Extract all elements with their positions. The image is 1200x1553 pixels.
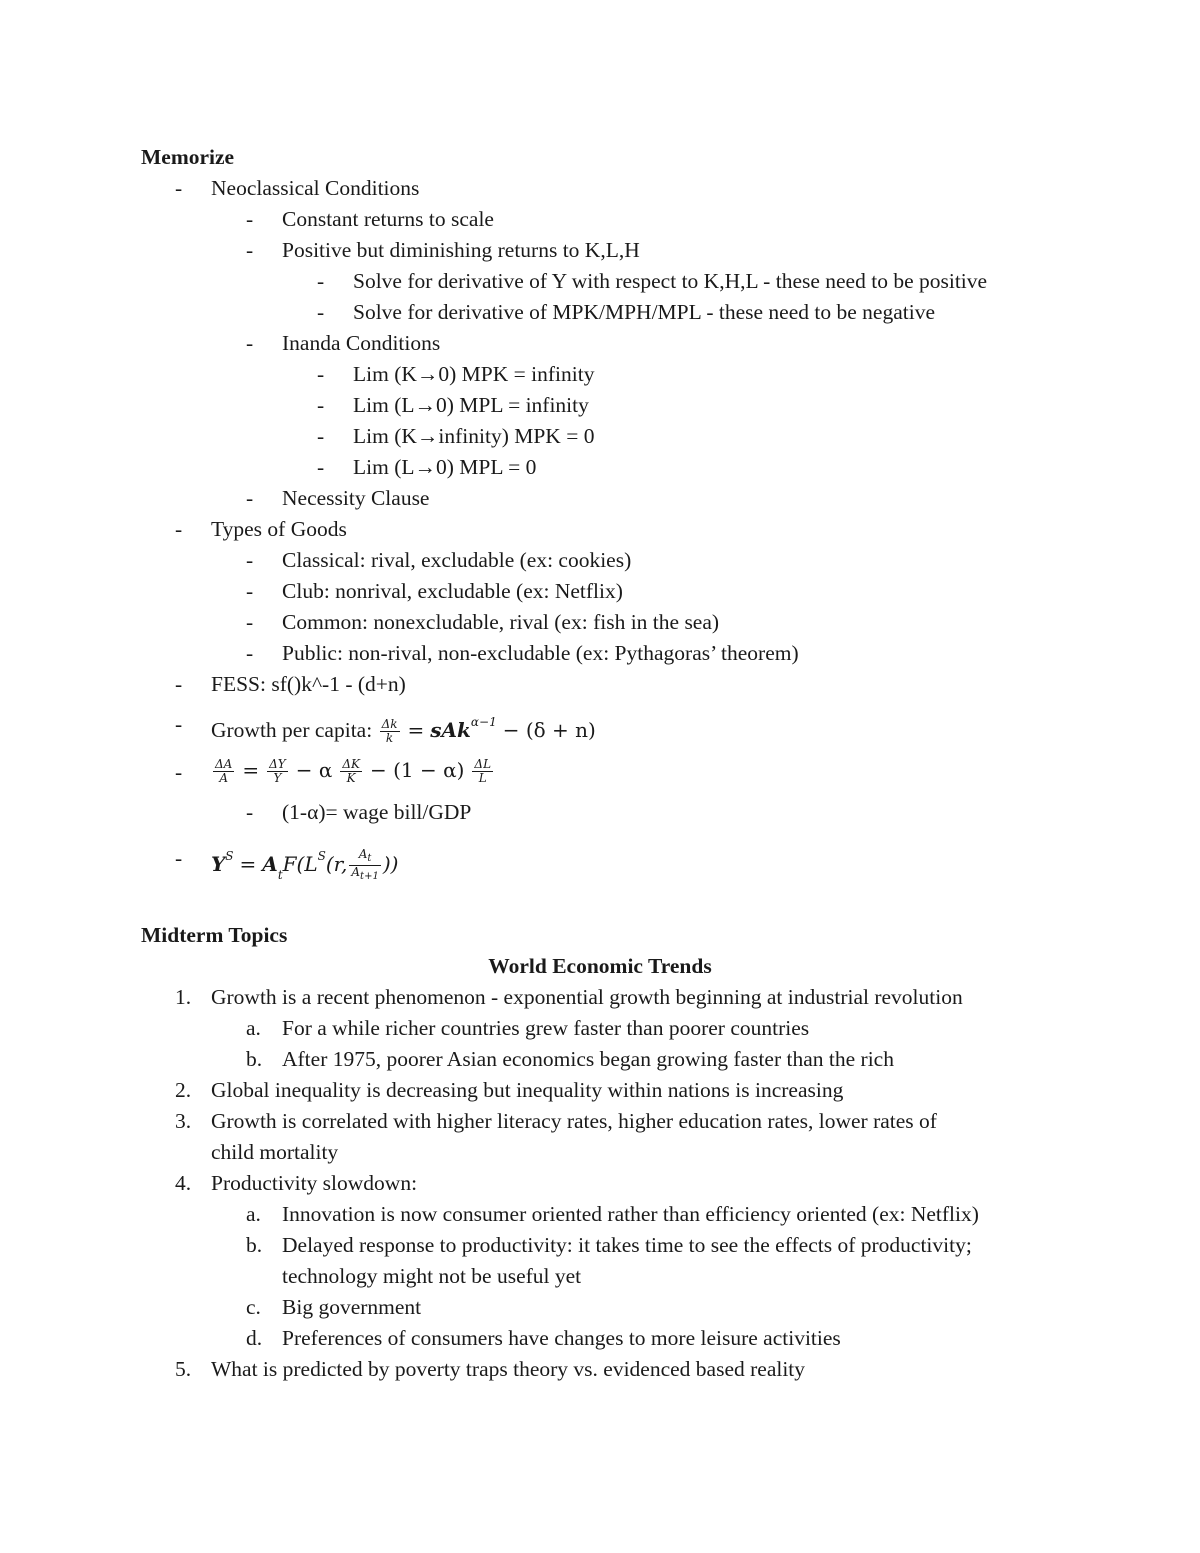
fraction: $\frac{\Delta k}{k}$ [381, 717, 398, 745]
bullet-dash: - [246, 579, 254, 603]
list-item: Solve for derivative of MPK/MPH/MPL - these need to be negative [353, 300, 935, 324]
growth-per-capita-label: Growth per capita: [211, 718, 378, 742]
bullet-dash: - [246, 486, 254, 510]
list-number: 2. [175, 1078, 192, 1102]
supply-equation: $Y^S = A_tF(L^S(r$, $\frac{A_t}{A_{t+1}}$ )) [211, 847, 399, 882]
bullet-dash: - [317, 269, 325, 293]
fraction: $\frac{\Delta A}{A}$ [215, 757, 233, 785]
list-letter: b. [246, 1047, 263, 1071]
list-item-continuation: child mortality [211, 1140, 339, 1164]
list-item: Innovation is now consumer oriented rather than efficiency oriented (ex: Netflix) [282, 1202, 979, 1226]
types-of-goods-label: Types of Goods [211, 517, 347, 541]
list-number: 3. [175, 1109, 192, 1133]
bullet-dash: - [175, 672, 183, 696]
list-item: Delayed response to productivity: it takes time to see the effects of productivity; [282, 1233, 972, 1257]
list-number: 4. [175, 1171, 192, 1195]
fraction: $\frac{A_t}{A_{t+1}}$ [351, 847, 379, 882]
growth-per-capita-formula: Growth per capita: $\frac{\Delta k}{k}$ = sAk$^{\alpha-1}$ − (δ + n) [211, 715, 596, 745]
list-item-continuation: technology might not be useful yet [282, 1264, 582, 1288]
list-item: After 1975, poorer Asian economics began growing faster than the rich [282, 1047, 894, 1071]
bullet-dash: - [317, 424, 325, 448]
list-letter: d. [246, 1326, 263, 1350]
list-item: Common: nonexcludable, rival (ex: fish in the sea) [282, 610, 720, 634]
list-item: For a while richer countries grew faster than poorer countries [282, 1016, 810, 1040]
fraction: $\frac{\Delta K}{K}$ [342, 757, 360, 785]
fess-formula: FESS: sf()k^-1 - (d+n) [211, 672, 406, 696]
constant-returns-item: Constant returns to scale [282, 207, 494, 231]
bullet-dash: - [246, 610, 254, 634]
list-item: Public: non-rival, non-excludable (ex: Pythagoras’ theorem) [282, 641, 799, 665]
list-item: Lim (K→infinity) MPK = 0 [353, 424, 595, 448]
list-item: Big government [282, 1295, 422, 1319]
fraction: $\frac{\Delta L}{L}$ [474, 757, 492, 785]
bullet-dash: - [317, 300, 325, 324]
bullet-dash: - [317, 455, 325, 479]
bullet-dash: - [246, 641, 254, 665]
bullet-dash: - [246, 331, 254, 355]
list-number: 5. [175, 1357, 192, 1381]
memorize-heading: Memorize [141, 145, 235, 169]
diminishing-returns-item: Positive but diminishing returns to K,L,H [282, 238, 640, 262]
bullet-dash: - [246, 207, 254, 231]
list-item: Lim (L→0) MPL = infinity [353, 393, 589, 417]
section-title: World Economic Trends [488, 954, 712, 978]
midterm-heading: Midterm Topics [141, 923, 288, 947]
inanda-conditions-item: Inanda Conditions [282, 331, 441, 355]
bullet-dash: - [317, 393, 325, 417]
bullet-dash: - [246, 238, 254, 262]
necessity-clause-item: Necessity Clause [282, 486, 430, 510]
list-item: Solve for derivative of Y with respect to K,H,L - these need to be positive [353, 269, 988, 293]
list-item: Preferences of consumers have changes to more leisure activities [282, 1326, 841, 1350]
bullet-dash: - [246, 548, 254, 572]
list-item: Productivity slowdown: [211, 1171, 418, 1195]
list-item: What is predicted by poverty traps theory vs. evidenced based reality [211, 1357, 806, 1381]
list-item: Classical: rival, excludable (ex: cookies) [282, 548, 632, 572]
bullet-dash: - [175, 517, 183, 541]
list-letter: a. [246, 1016, 261, 1040]
list-letter: a. [246, 1202, 261, 1226]
list-item: Lim (K→0) MPK = infinity [353, 362, 595, 386]
fraction: $\frac{\Delta Y}{Y}$ [269, 757, 286, 785]
list-letter: b. [246, 1233, 263, 1257]
list-number: 1. [175, 985, 192, 1009]
list-item: Global inequality is decreasing but inequality within nations is increasing [211, 1078, 844, 1102]
neoclassical-label: Neoclassical Conditions [211, 176, 420, 200]
bullet-dash: - [175, 712, 183, 736]
list-item: Growth is correlated with higher literacy rates, higher education rates, lower rates of [211, 1109, 937, 1133]
bullet-dash: - [246, 800, 254, 824]
list-item: Lim (L→0) MPL = 0 [353, 455, 537, 479]
bullet-dash: - [317, 362, 325, 386]
bullet-dash: - [175, 176, 183, 200]
bullet-dash: - [175, 760, 183, 784]
list-letter: c. [246, 1295, 261, 1319]
wage-bill-note: (1-α)= wage bill/GDP [282, 800, 472, 824]
list-item: Club: nonrival, excludable (ex: Netflix) [282, 579, 623, 603]
list-item: Growth is a recent phenomenon - exponential growth beginning at industrial revolution [211, 985, 963, 1009]
growth-accounting-formula: $\frac{\Delta A}{A}$ = $\frac{\Delta Y}{Y}$ − α $\frac{\Delta K}{K}$ − (1 − α) $\frac{\Delta L}{L}$ [215, 757, 492, 785]
bullet-dash: - [175, 846, 183, 870]
